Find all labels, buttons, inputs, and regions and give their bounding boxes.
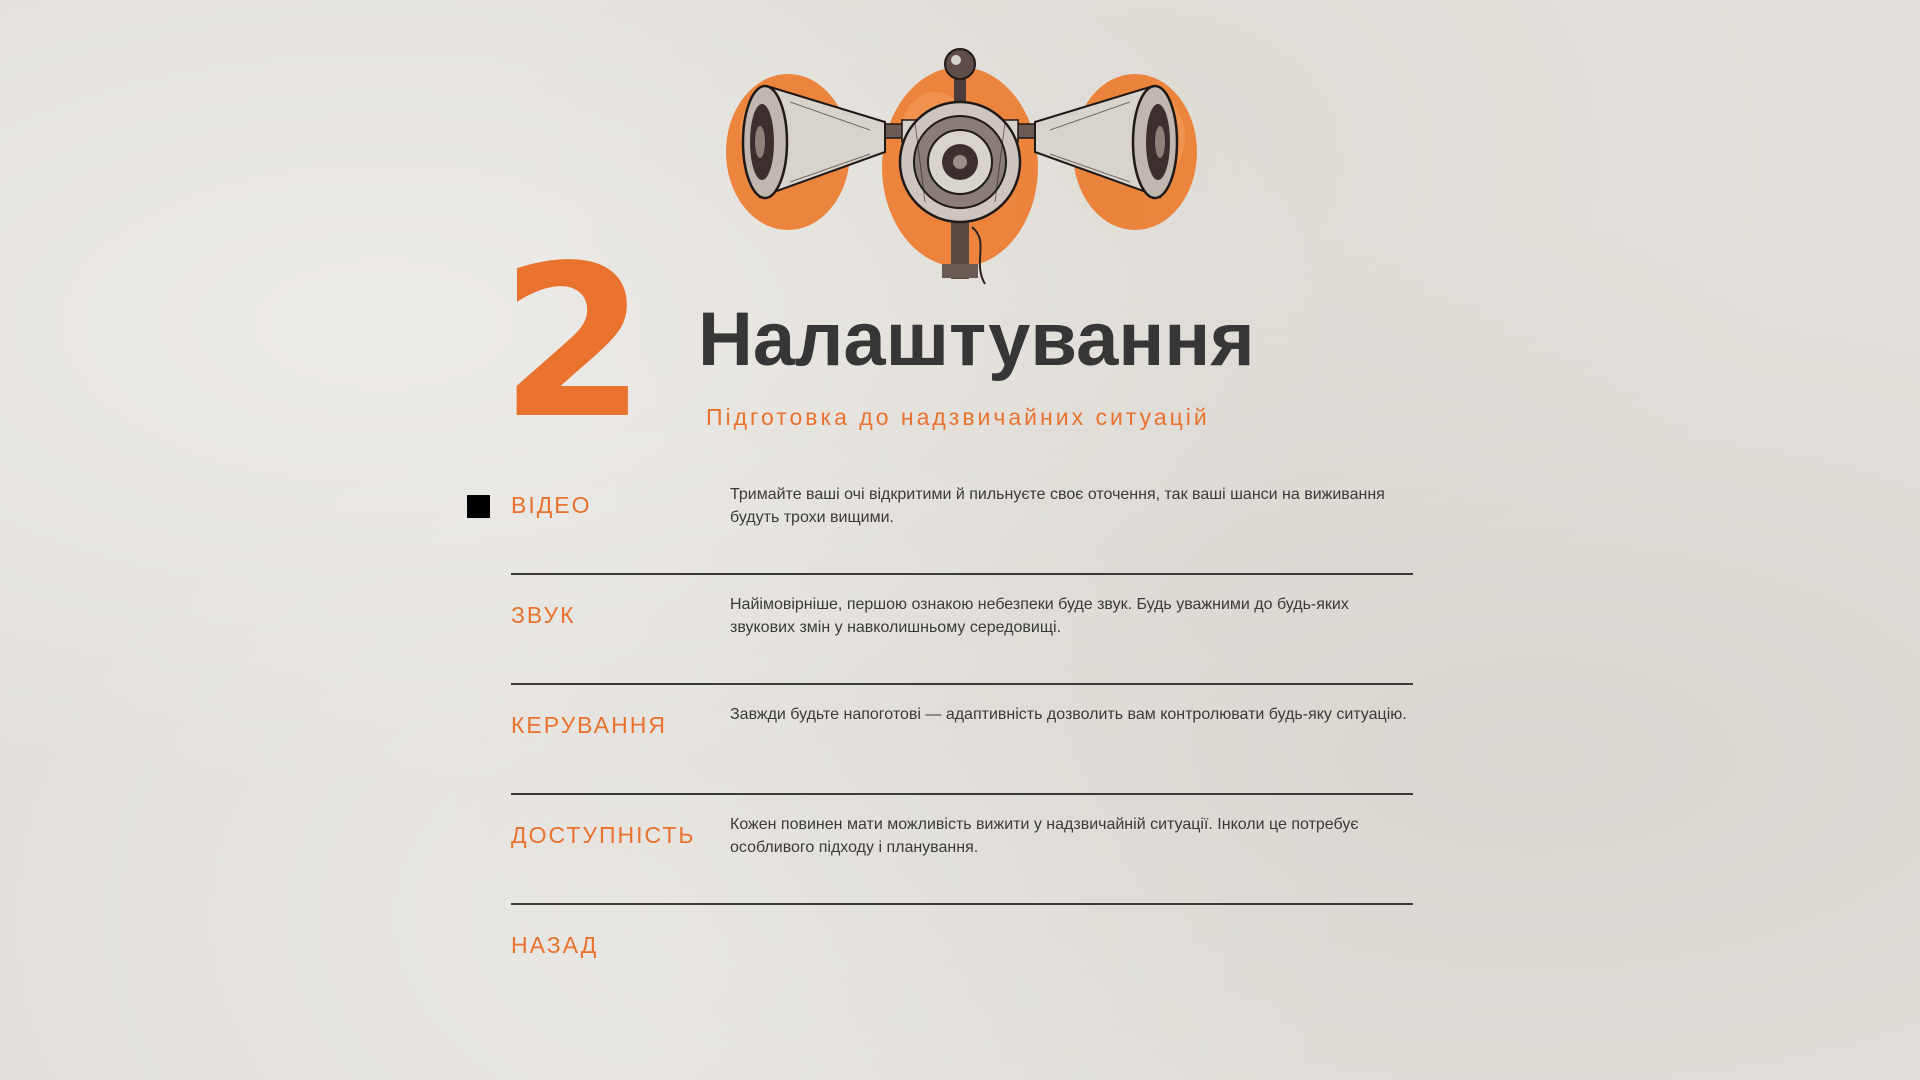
menu-item-description: Кожен повинен мати можливість вижити у надзвичайній ситуації. Інколи це потребує особливого підходу і планування. [730, 816, 1359, 856]
page-subtitle: Підготовка до надзвичайних ситуацій [706, 404, 1210, 430]
menu-item-video[interactable] [511, 465, 1413, 575]
menu-item-description: Найімовірніше, першою ознакою небезпеки буде звук. Будь уважними до будь-яких звукових змін у навколишньому середовищі. [730, 596, 1349, 636]
selection-marker-icon [467, 495, 490, 518]
menu-item-label[interactable]: ВІДЕО [511, 492, 592, 518]
siren-loudspeakers-icon [710, 42, 1210, 287]
menu-item-sound[interactable] [511, 575, 1413, 685]
menu-item-label[interactable]: КЕРУВАННЯ [511, 712, 667, 738]
menu-item-back[interactable] [511, 905, 1413, 1013]
menu-item-description: Тримайте ваші очі відкритими й пильнуєте своє оточення, так ваші шанси на виживання будуть трохи вищими. [730, 486, 1385, 526]
back-button[interactable]: НАЗАД [511, 932, 599, 958]
section-number: 2 [500, 220, 643, 465]
menu-item-controls[interactable] [511, 685, 1413, 795]
menu-item-description: Завжди будьте напоготові — адаптивність дозволить вам контролювати будь-яку ситуацію. [730, 706, 1407, 723]
menu-item-label[interactable]: ЗВУК [511, 602, 576, 628]
settings-menu [511, 465, 1413, 1013]
page-title: Налаштування [698, 297, 1255, 382]
menu-item-accessibility[interactable] [511, 795, 1413, 905]
menu-item-label[interactable]: ДОСТУПНІСТЬ [511, 822, 696, 848]
